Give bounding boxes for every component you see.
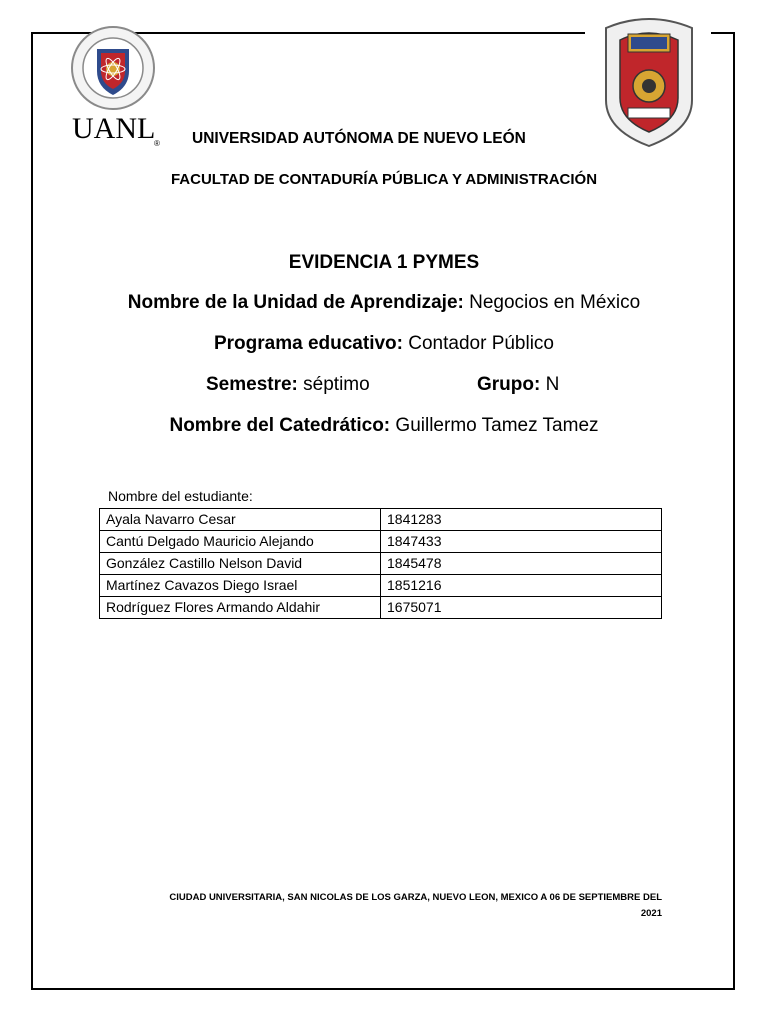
- student-id: 1841283: [381, 509, 662, 531]
- student-name: Ayala Navarro Cesar: [100, 509, 381, 531]
- student-name: Cantú Delgado Mauricio Alejando: [100, 531, 381, 553]
- faculty-seal-logo: [598, 14, 700, 153]
- program-line: [0, 333, 768, 355]
- uanl-wordmark: UANL: [72, 112, 156, 145]
- student-id: 1851216: [381, 575, 662, 597]
- unit-label: Nombre de la Unidad de Aprendizaje:: [127, 292, 464, 313]
- group-label: Grupo:: [477, 374, 541, 395]
- program-value: Contador Público: [402, 333, 555, 354]
- group-value: N: [540, 374, 560, 395]
- semester-line: [206, 374, 370, 396]
- table-row: [100, 509, 662, 531]
- teacher-line: [0, 415, 768, 437]
- table-row: [100, 531, 662, 553]
- student-name: González Castillo Nelson David: [100, 553, 381, 575]
- group-line: [477, 374, 559, 396]
- program-label: Programa educativo:: [213, 333, 403, 354]
- student-id: 1847433: [381, 531, 662, 553]
- student-id: 1675071: [381, 597, 662, 619]
- table-row: [100, 597, 662, 619]
- footer-line-1: CIUDAD UNIVERSITARIA, SAN NICOLAS DE LOS GARZA, NUEVO LEON, MEXICO A 06 DE SEPTIEMBRE DEL: [169, 892, 662, 903]
- table-row: [100, 575, 662, 597]
- teacher-label: Nombre del Catedrático:: [169, 415, 391, 436]
- unit-value: Negocios en México: [463, 292, 641, 313]
- table-row: [100, 553, 662, 575]
- semester-label: Semestre:: [206, 374, 298, 395]
- document-title: EVIDENCIA 1 PYMES: [288, 252, 480, 273]
- registered-mark: ®: [154, 139, 160, 148]
- footer-location-date: [120, 890, 662, 922]
- student-name: Rodríguez Flores Armando Aldahir: [100, 597, 381, 619]
- students-label: Nombre del estudiante:: [108, 488, 253, 504]
- students-table: [99, 508, 662, 619]
- university-name: UNIVERSIDAD AUTÓNOMA DE NUEVO LEÓN: [192, 130, 526, 147]
- uanl-seal-logo: [70, 25, 156, 116]
- student-id: 1845478: [381, 553, 662, 575]
- teacher-value: Guillermo Tamez Tamez: [390, 415, 599, 436]
- unit-line: [0, 292, 768, 314]
- faculty-name: FACULTAD DE CONTADURÍA PÚBLICA Y ADMINISTRACIÓN: [170, 171, 598, 188]
- student-name: Martínez Cavazos Diego Israel: [100, 575, 381, 597]
- footer-line-2: 2021: [640, 908, 662, 919]
- semester-value: séptimo: [297, 374, 370, 395]
